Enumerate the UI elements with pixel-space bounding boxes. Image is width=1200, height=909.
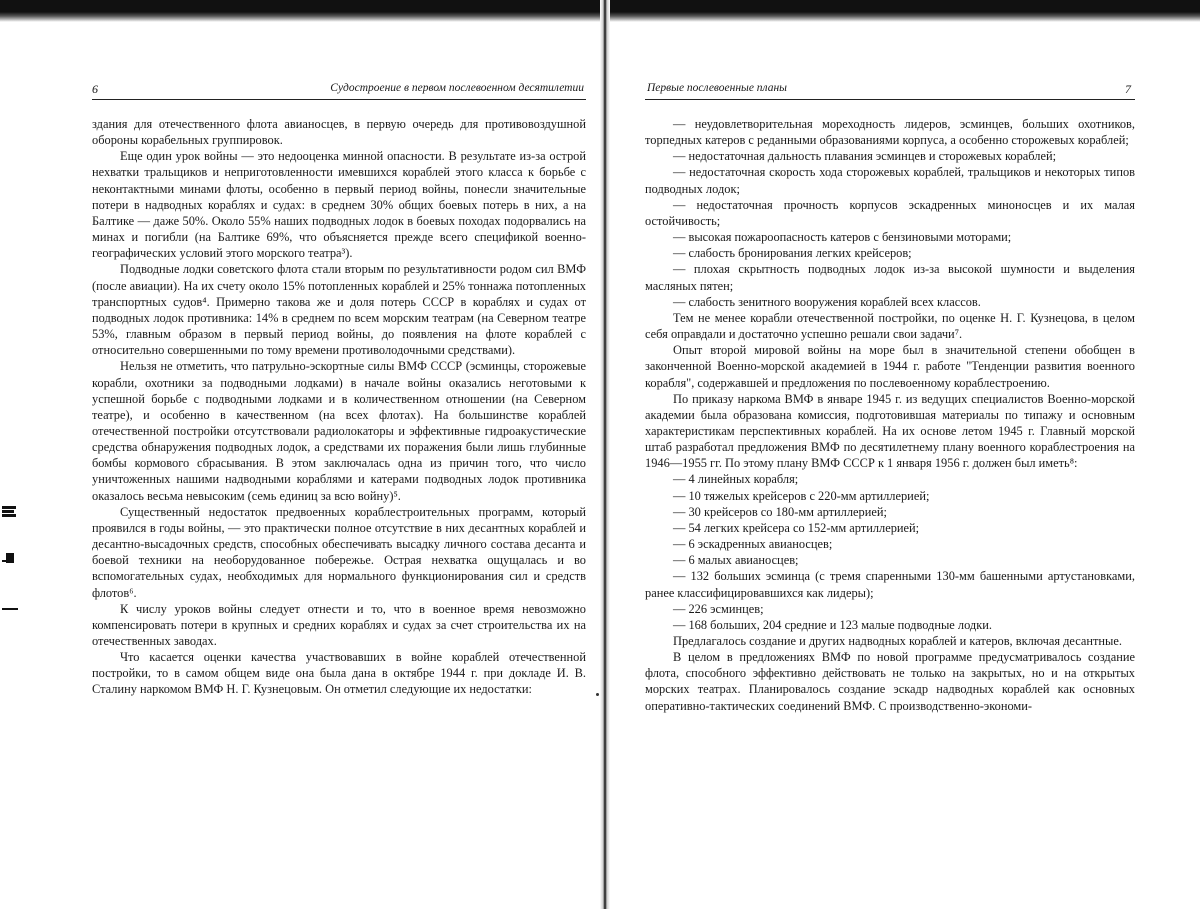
list-item: — 168 больших, 204 средние и 123 малые подводные лодки. [673,617,992,632]
page-number: 6 [92,82,98,96]
right-page [645,82,1135,902]
paragraph: Предлагалось создание и других надводных кораблей и катеров, включая десантные. [673,634,1122,648]
list-item: — 4 линейных корабля; [673,472,799,487]
paragraph: Что касается оценки качества участвовавших в войне кораблей отечественной постройки, то в самом общем виде она была дана в октябре 1944 г. при докладе И. В. Сталину наркомом ВМФ Н. Г. Кузнецовым. Он отметил следующие их недостатки: [92,650,586,697]
list-item: — недостаточная дальность плавания эсминцев и сторожевых кораблей; [673,149,1057,164]
running-header [645,82,1135,100]
margin-mark [2,560,14,562]
list-item: — слабость бронирования легких крейсеров; [673,246,912,261]
margin-mark [2,608,18,610]
running-title: Судостроение в первом послевоенном десятилетии [330,82,584,94]
paragraph: Опыт второй мировой войны на море был в значительной степени обобщен в законченной Военно-морской академией в 1944 г. работе "Тенденции развития военного корабля", содержавшей и предложения по послевоенному кораблестроению. [645,343,1135,390]
paragraph: К числу уроков войны следует отнести и то, что в военное время невозможно компенсировать потери в крупных и средних кораблях и судах за счет строительства их на отечественных заводах. [92,601,586,648]
paragraph: Нельзя не отметить, что патрульно-эскортные силы ВМФ СССР (эсминцы, сторожевые корабли, охотники за подводными лодками) в начале войны оказались неготовыми к успешной борьбе с подводными лодками и в количественном отношении (на Северном театре), и особенно в качественном (на всех флотах). На большинстве кораблей отечественной постройки отсутствовали радиолокаторы и эффективные гидроакустические средства обнаружения подводных лодок, а средствами их поражения были лишь глубинные бомбы кормового сбрасывания. В этом заключалась одна из причин того, что число уничтоженных нашими надводными кораблями и катерами подводных лодок противника оказалось весьма невысоким (семь единиц за всю войну)⁵. [92,359,586,503]
page-body [92,116,586,698]
list-item: — 132 больших эсминца (с тремя спаренными 130-мм башенными артустановками, ранее классифицировавшихся как лидеры); [645,569,1135,600]
paragraph: Тем не менее корабли отечественной постройки, по оценке Н. Г. Кузнецова, в целом себя оправдали и достаточно успешно решали свои задачи⁷. [645,310,1135,342]
running-title: Первые послевоенные планы [647,82,787,94]
list-item: — высокая пожароопасность катеров с бензиновыми моторами; [673,230,1012,245]
margin-mark [2,506,16,509]
page-body [645,116,1135,714]
list-item: — 10 тяжелых крейсеров с 220-мм артиллерией; [673,488,930,503]
paragraph: Существенный недостаток предвоенных кораблестроительных программ, который проявился в годы войны, — это практически полное отсутствие в них десантных кораблей и десантно-высадочных средств, способных обеспечивать высадку личного состава десанта и боевой техники на необорудованное побережье. Острая нехватка ощущалась и во вспомогательных судах, необходимых для нормального функционирования сил и средств флотов⁶. [92,504,586,600]
paragraph: здания для отечественного флота авианосцев, в первую очередь для противовоздушной обороны корабельных группировок. [92,117,586,148]
list-item: — плохая скрытность подводных лодок из-за высокой шумности и выделения масляных пятен; [645,262,1135,293]
paragraph: Подводные лодки советского флота стали вторым по результативности родом сил ВМФ (после авиации). На их счету около 15% потопленных кораблей и 25% тоннажа потопленных транспортных судов⁴. Примерно такова же и доля потерь СССР в кораблях и судах от подводных лодок противника: 14% в среднем по всем морским театрам (на Северном театре 53%, главным образом в первый период войны, до появления на флоте кораблей с относительно совершенными по тому времени противолодочными средствами). [92,262,586,358]
list-item: — слабость зенитного вооружения кораблей всех классов. [673,294,981,309]
list-item: — недостаточная скорость хода сторожевых кораблей, тральщиков и некоторых типов подводных лодок; [645,165,1135,196]
list-item: — неудовлетворительная мореходность лидеров, эсминцев, больших охотников, торпедных катеров с реданными образованиями корпуса, а особенно сторожевых кораблей; [645,117,1135,148]
margin-mark [2,510,14,513]
book-gutter [600,0,610,909]
list-item: — 54 легких крейсера со 152-мм артиллерией; [673,520,920,535]
paragraph: Еще один урок войны — это недооценка минной опасности. В результате из-за острой нехватки тральщиков и неприготовленности имевшихся кораблей этого класса к борьбе с неконтактными минами флоты, особенно в первый период войны, понесли значительные потери в надводных кораблях и судах: в среднем 30% общих боевых потерь в них, а на Балтике — даже 50%. Около 55% наших подводных лодок в боевых походах подорвались на минах и погибли (на Балтике 69%, что объясняется прежде всего спецификой военно-географических условий этого морского театра³). [92,149,586,261]
list-item: — 6 малых авианосцев; [673,553,799,568]
list-item: — 226 эсминцев; [673,601,764,616]
running-header [92,82,586,100]
page-number: 7 [1125,82,1131,96]
paragraph: По приказу наркома ВМФ в январе 1945 г. из ведущих специалистов Военно-морской академии была образована комиссия, подготовившая материалы по типажу и основным характеристикам перспективных кораблей. На их основе летом 1945 г. Главный морской штаб разработал предложения ВМФ по десятилетнему плану военного кораблестроения на 1946—1955 гг. По этому плану ВМФ СССР к 1 января 1956 г. должен был иметь⁸: [645,391,1135,471]
margin-mark [2,514,16,517]
left-page [92,82,586,902]
paragraph: В целом в предложениях ВМФ по новой программе предусматривалось создание флота, способного эффективно действовать не только на закрытых, но и на открытых морских театрах. Планировалось создание эскадр надводных кораблей как основных оперативно-тактических соединений ВМФ. С производственно-экономи- [645,650,1135,713]
list-item: — 30 крейсеров со 180-мм артиллерией; [673,504,887,519]
scan-speck [596,693,599,696]
list-item: — 6 эскадренных авианосцев; [673,537,833,552]
list-item: — недостаточная прочность корпусов эскадренных миноносцев и их малая остойчивость; [645,197,1135,228]
